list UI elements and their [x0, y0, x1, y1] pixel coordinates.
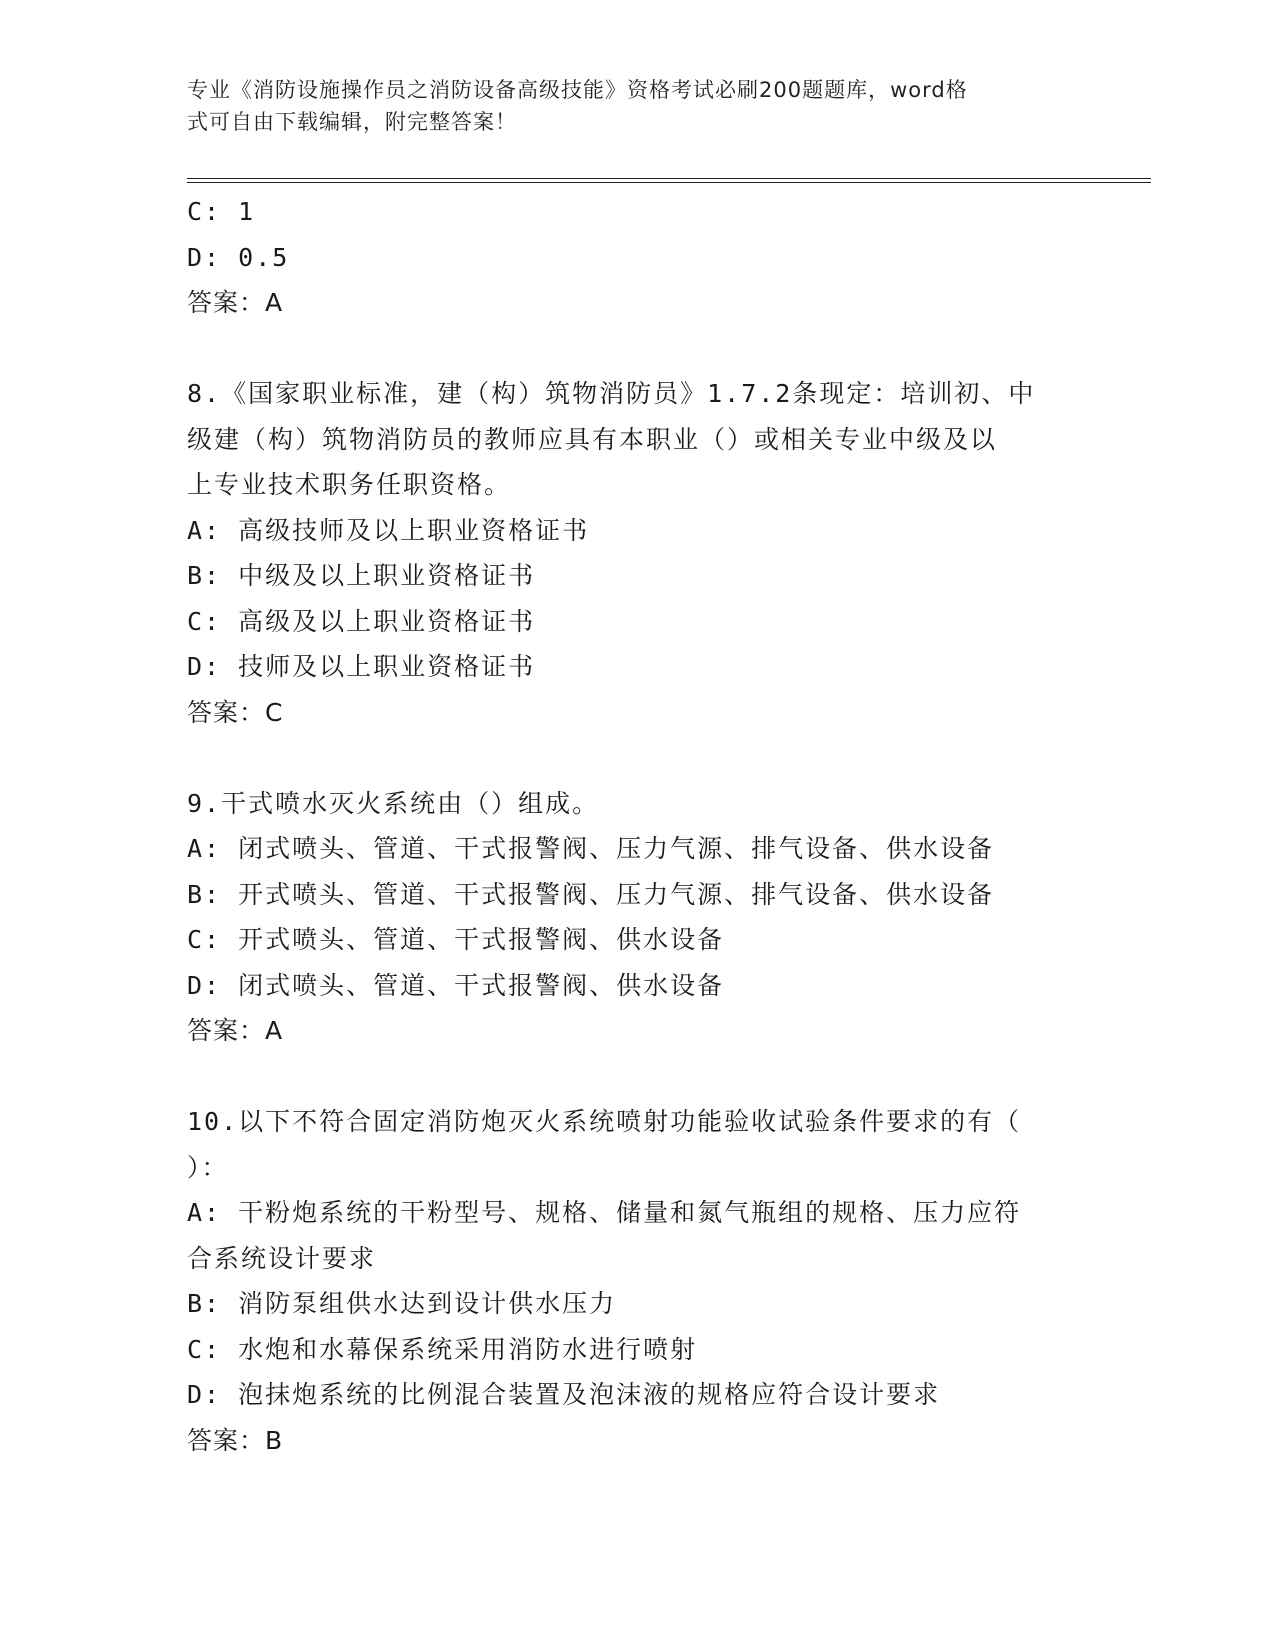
header-line-2: 式可自由下载编辑，附完整答案！ — [187, 110, 517, 134]
option-c: C: 水炮和水幕保系统采用消防水进行喷射 — [187, 1334, 698, 1364]
document-header — [187, 74, 1067, 138]
option-a: A: 闭式喷头、管道、干式报警阀、压力气源、排气设备、供水设备 — [187, 834, 995, 863]
spacer — [187, 1054, 1087, 1100]
option-a: A: 干粉炮系统的干粉型号、规格、储量和氮气瓶组的规格、压力应符 — [187, 1198, 1022, 1227]
option-a-continued: 合系统设计要求 — [187, 1243, 377, 1273]
option-d: D: 闭式喷头、管道、干式报警阀、供水设备 — [187, 970, 725, 1000]
question-text: 上专业技术职务任职资格。 — [187, 470, 512, 499]
option-d: D: 泡抹炮系统的比例混合装置及泡沫液的规格应符合设计要求 — [187, 1380, 941, 1409]
answer-line: 答案：C — [187, 697, 284, 727]
previous-question-tail — [187, 189, 1087, 326]
option-d: D: 0.5 — [187, 242, 290, 272]
answer-line: 答案：A — [187, 1016, 284, 1045]
question-text: 级建（构）筑物消防员的教师应具有本职业（）或相关专业中级及以 — [187, 424, 998, 454]
option-b: B: 中级及以上职业资格证书 — [187, 561, 536, 590]
header-divider-bottom — [187, 182, 1151, 183]
question-9 — [187, 781, 1087, 1054]
answer-line: 答案：B — [187, 1425, 284, 1455]
header-divider-top — [187, 178, 1151, 179]
option-a: A: 高级技师及以上职业资格证书 — [187, 515, 590, 545]
option-c: C: 1 — [187, 197, 256, 226]
header-line-1: 专业《消防设施操作员之消防设备高级技能》资格考试必刷200题题库，word格 — [187, 78, 968, 102]
question-text: 10.以下不符合固定消防炮灭火系统喷射功能验收试验条件要求的有（ — [187, 1107, 1022, 1136]
option-b: B: 消防泵组供水达到设计供水压力 — [187, 1289, 617, 1318]
option-c: C: 开式喷头、管道、干式报警阀、供水设备 — [187, 925, 725, 954]
option-c: C: 高级及以上职业资格证书 — [187, 606, 536, 636]
question-content — [187, 189, 1087, 1463]
question-text: 8.《国家职业标准，建（构）筑物消防员》1.7.2条现定：培训初、中 — [187, 379, 1036, 408]
answer-line: 答案：A — [187, 288, 284, 317]
spacer — [187, 735, 1087, 781]
option-d: D: 技师及以上职业资格证书 — [187, 652, 536, 681]
question-text: ）： — [187, 1152, 229, 1182]
question-8 — [187, 371, 1087, 735]
spacer — [187, 326, 1087, 372]
option-b: B: 开式喷头、管道、干式报警阀、压力气源、排气设备、供水设备 — [187, 879, 995, 909]
question-10 — [187, 1099, 1087, 1463]
question-text: 9.干式喷水灭火系统由（）组成。 — [187, 788, 600, 818]
